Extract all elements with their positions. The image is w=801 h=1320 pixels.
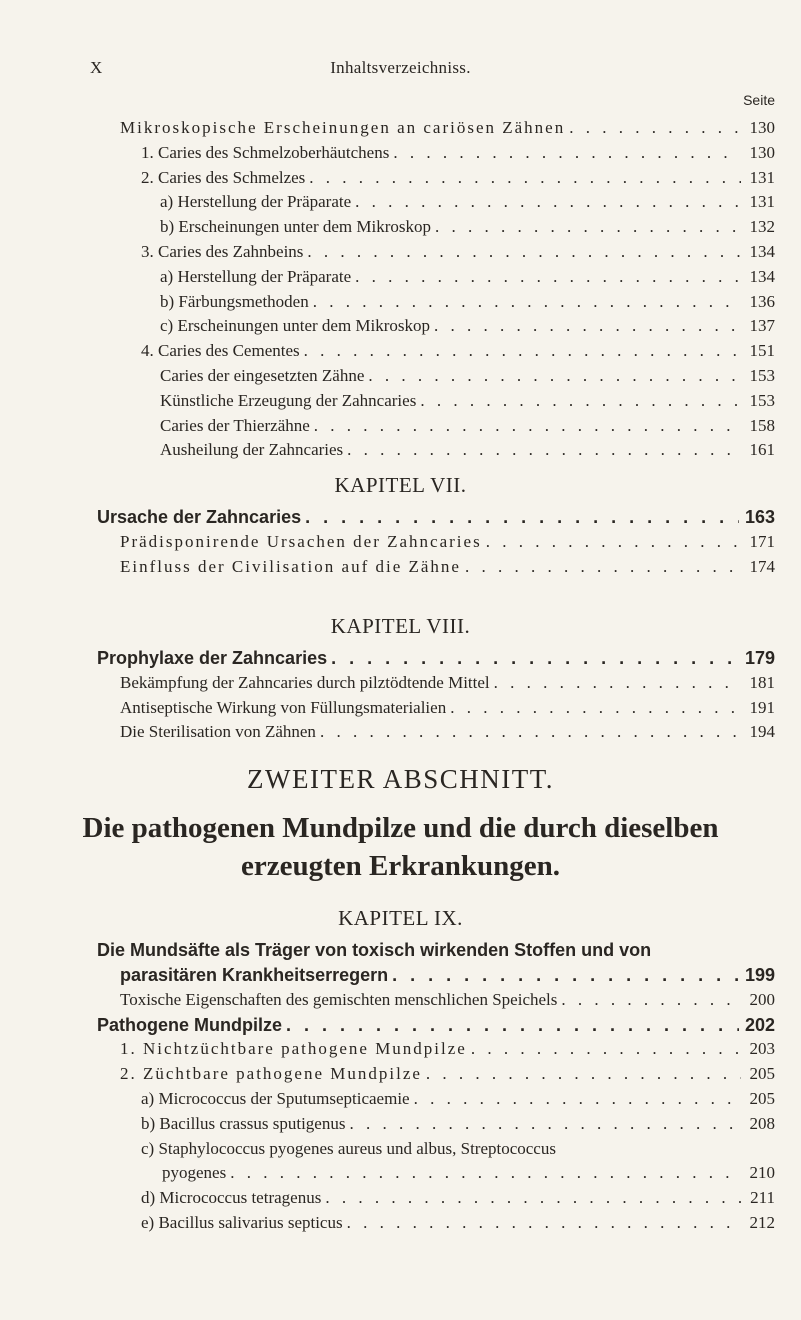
toc-kapitel-7 (0, 465, 801, 579)
toc-entry-page: 137 (749, 316, 775, 336)
toc-entry (0, 414, 801, 439)
toc-entry (0, 389, 801, 414)
toc-entry-label: Ursache der Zahncaries (97, 507, 302, 527)
leader-dots (368, 364, 741, 389)
kapitel-9-heading: KAPITEL IX. (338, 906, 463, 930)
leader-dots (325, 1186, 741, 1211)
leader-dots (313, 290, 741, 315)
leader-dots (465, 555, 741, 580)
toc-entry-label: Bekämpfung der Zahncaries durch pilztödtende Mittel (120, 672, 490, 692)
toc-entry-label: Künstliche Erzeugung der Zahncaries (160, 390, 417, 410)
toc-entry-page: 212 (749, 1212, 775, 1232)
toc-entry (0, 364, 801, 389)
toc-entry-page: 181 (749, 672, 775, 692)
toc-entry-page: 191 (749, 697, 775, 717)
toc-entry-label: Die Sterilisation von Zähnen (120, 722, 316, 742)
toc-entry-page: 202 (744, 1014, 775, 1035)
section-subtitle-line-2: erzeugten Erkrankungen. (241, 850, 560, 882)
leader-dots (314, 414, 741, 439)
running-title: Inhaltsverzeichniss. (330, 58, 471, 77)
leader-dots (414, 1087, 741, 1112)
toc-entry (0, 265, 801, 290)
toc-entry-page: 211 (750, 1188, 775, 1208)
toc-kapitel-8 (0, 606, 801, 745)
leader-dots (347, 1211, 741, 1236)
toc-entry-label: Caries der Thierzähne (160, 415, 310, 435)
toc-entry (0, 720, 801, 745)
toc-entry-page: 131 (749, 167, 775, 187)
toc-entry-page: 179 (744, 648, 775, 668)
toc-entry-line-1: c) Staphylococcus pyogenes aureus und albus, Streptococcus (141, 1138, 556, 1158)
toc-entry-page: 171 (749, 531, 775, 551)
leader-dots (349, 1112, 741, 1137)
section-subtitle-line-1: Die pathogenen Mundpilze und die durch dieselben (82, 812, 719, 844)
toc-entry-page: 199 (744, 965, 775, 985)
leader-dots (420, 389, 741, 414)
toc-entry (0, 438, 801, 463)
toc-entry-label: Prophylaxe der Zahncaries (97, 648, 328, 668)
toc-entry-label: parasitären Krankheitserregern (120, 965, 389, 985)
leader-dots (450, 696, 741, 721)
toc-entry (0, 339, 801, 364)
kapitel-8-heading: KAPITEL VIII. (330, 614, 471, 638)
leader-dots (355, 265, 741, 290)
toc-entry-page: 205 (749, 1064, 775, 1084)
toc-entry (0, 290, 801, 315)
toc-entry (0, 988, 801, 1013)
toc-entry (0, 1087, 801, 1112)
toc-kapitel-9 (0, 898, 801, 1236)
leader-dots (355, 190, 741, 215)
toc-entry (0, 1013, 801, 1038)
toc-entry-label: 1. Caries des Schmelzoberhäutchens (141, 142, 390, 162)
toc-entry-label: d) Micrococcus tetragenus (141, 1188, 322, 1208)
toc-entry-label: Mikroskopische Erscheinungen an cariösen Zähnen (120, 118, 566, 137)
toc-entry-label: b) Erscheinungen unter dem Mikroskop (160, 217, 431, 237)
toc-entry-label: pyogenes (162, 1163, 227, 1183)
toc-entry-label: Prädisponirende Ursachen der Zahncaries (120, 531, 482, 551)
toc-entry-label: Caries der eingesetzten Zähne (160, 365, 365, 385)
toc-entry (0, 1037, 801, 1062)
leader-dots (494, 671, 741, 696)
toc-entry-label: e) Bacillus salivarius septicus (141, 1212, 343, 1232)
seite-label: Seite (743, 92, 775, 108)
kapitel-9-entry-line-1: Die Mundsäfte als Träger von toxisch wirkenden Stoffen und von (97, 940, 652, 960)
toc-entry-page: 153 (749, 365, 775, 385)
toc-entry (0, 1186, 801, 1211)
toc-entry (0, 505, 801, 530)
leader-dots (331, 646, 739, 671)
toc-entry-label: b) Färbungsmethoden (160, 291, 309, 311)
leader-dots (393, 141, 741, 166)
kapitel-7-heading: KAPITEL VII. (334, 473, 467, 497)
toc-entry-label: Einfluss der Civilisation auf die Zähne (120, 556, 461, 576)
leader-dots (471, 1037, 741, 1062)
leader-dots (434, 314, 741, 339)
leader-dots (304, 339, 741, 364)
leader-dots (426, 1062, 741, 1087)
toc-entry-label: 2. Züchtbare pathogene Mundpilze (120, 1064, 422, 1084)
toc-entry-label: a) Herstellung der Präparate (160, 192, 352, 212)
toc-entry (0, 1112, 801, 1137)
toc-entry-page: 131 (749, 192, 775, 212)
toc-entry-page: 130 (749, 118, 775, 137)
section-title: ZWEITER ABSCHNITT. (247, 764, 554, 794)
toc-entry-page: 205 (749, 1088, 775, 1108)
toc-entry-label: 1. Nichtzüchtbare pathogene Mundpilze (120, 1039, 467, 1059)
toc-entry (0, 314, 801, 339)
toc-entry-page: 174 (749, 556, 775, 576)
toc-entry-label: c) Erscheinungen unter dem Mikroskop (160, 316, 431, 336)
toc-entry-page: 134 (749, 241, 775, 261)
toc-entry-label: Toxische Eigenschaften des gemischten menschlichen Speichels (120, 989, 558, 1009)
toc-entry-page: 153 (749, 390, 775, 410)
toc-entry-label: b) Bacillus crassus sputigenus (141, 1113, 346, 1133)
toc-entry-page: 161 (749, 440, 775, 460)
leader-dots (392, 963, 739, 988)
toc-block-1 (0, 116, 801, 463)
toc-entry (0, 1211, 801, 1236)
leader-dots (569, 116, 741, 141)
toc-entry (0, 696, 801, 721)
leader-dots (561, 988, 741, 1013)
toc-entry (0, 240, 801, 265)
toc-entry-page: 134 (749, 266, 775, 286)
leader-dots (307, 240, 741, 265)
toc-entry (0, 215, 801, 240)
toc-entry (0, 116, 801, 141)
toc-entry-page: 132 (749, 217, 775, 237)
toc-entry-page: 194 (749, 722, 775, 742)
leader-dots (435, 215, 741, 240)
toc-entry-page: 136 (749, 291, 775, 311)
toc-entry (0, 530, 801, 555)
leader-dots (230, 1161, 741, 1186)
toc-entry-page: 151 (749, 341, 775, 361)
toc-entry-page: 203 (749, 1039, 775, 1059)
toc-entry (0, 1062, 801, 1087)
toc-entry (0, 1161, 801, 1186)
toc-entry (0, 963, 801, 988)
toc-entry (0, 646, 801, 671)
toc-entry-label: a) Micrococcus der Sputumsepticaemie (141, 1088, 410, 1108)
toc-entry-label: Pathogene Mundpilze (97, 1014, 283, 1035)
toc-entry-page: 208 (749, 1113, 775, 1133)
leader-dots (305, 505, 739, 530)
leader-dots (286, 1013, 739, 1038)
toc-entry-label: 2. Caries des Schmelzes (141, 167, 306, 187)
page-header (0, 58, 801, 82)
toc-entry-page: 163 (744, 507, 775, 527)
toc-entry-label: 4. Caries des Cementes (141, 341, 300, 361)
toc-entry (0, 671, 801, 696)
toc-entry-page: 210 (749, 1163, 775, 1183)
toc-entry-label: 3. Caries des Zahnbeins (141, 241, 304, 261)
page-number: X (90, 58, 103, 77)
leader-dots (309, 166, 741, 191)
toc-entry (0, 555, 801, 580)
toc-entry-label: a) Herstellung der Präparate (160, 266, 352, 286)
leader-dots (486, 530, 741, 555)
toc-entry (0, 166, 801, 191)
leader-dots (320, 720, 741, 745)
toc-entry-label: Ausheilung der Zahncaries (160, 440, 344, 460)
leader-dots (347, 438, 741, 463)
toc-entry-label: Antiseptische Wirkung von Füllungsmaterialien (120, 697, 447, 717)
toc-entry-page: 130 (749, 142, 775, 162)
toc-entry-page: 158 (749, 415, 775, 435)
toc-entry-page: 200 (749, 989, 775, 1009)
toc-entry (0, 141, 801, 166)
toc-entry (0, 190, 801, 215)
